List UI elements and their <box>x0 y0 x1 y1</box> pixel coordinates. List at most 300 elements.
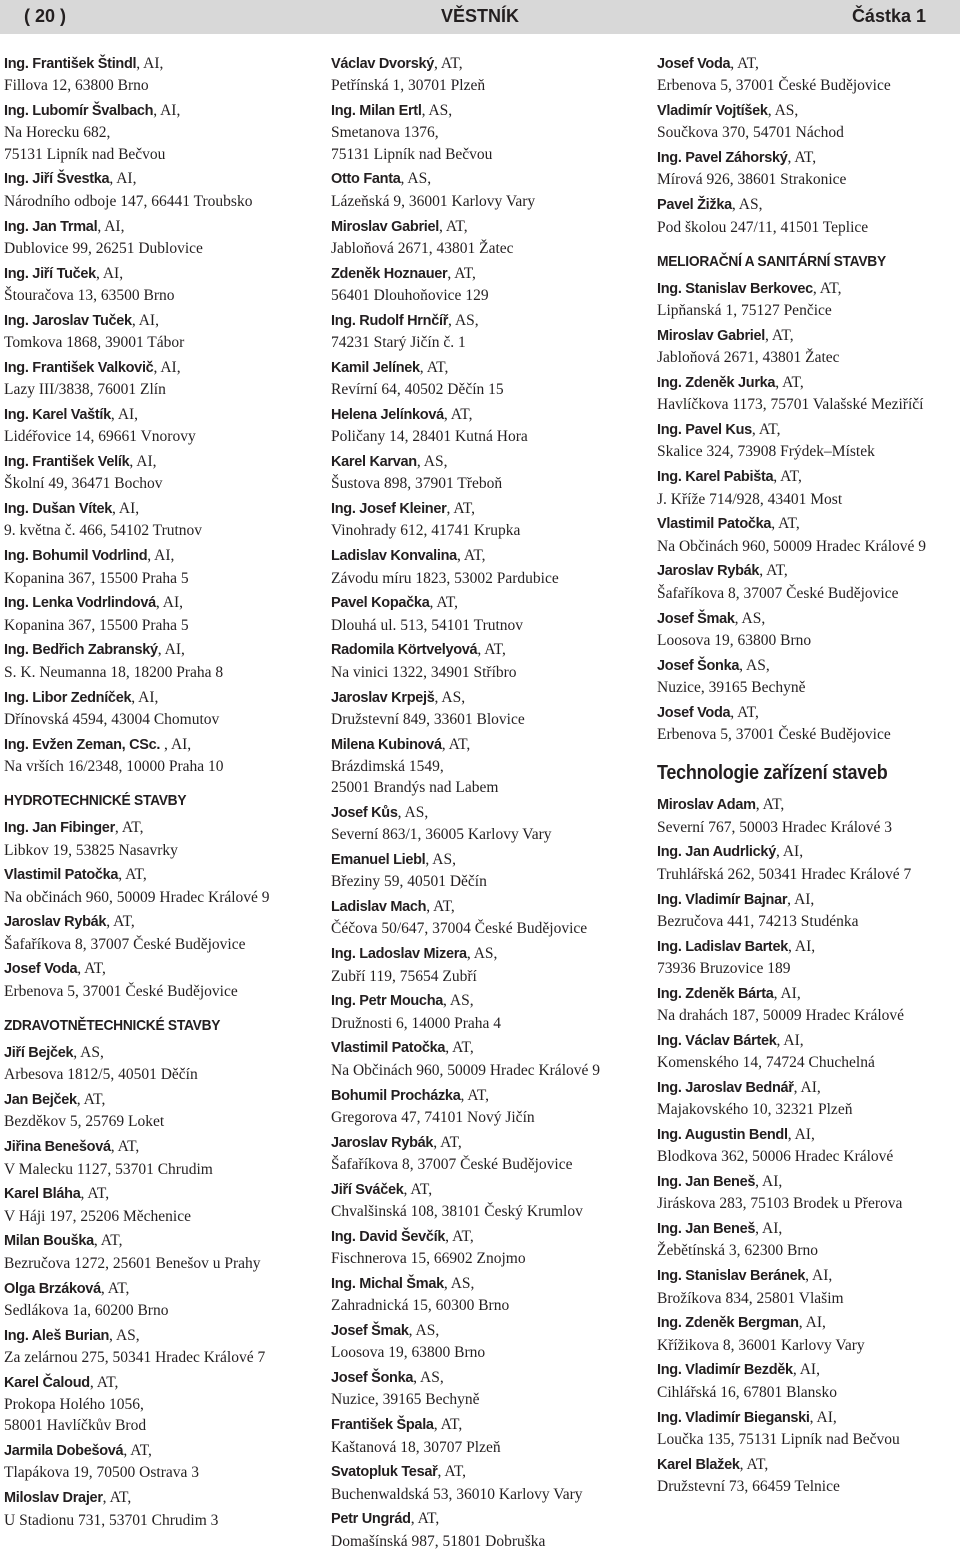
directory-entry <box>657 1030 957 1074</box>
directory-entry <box>657 1359 957 1403</box>
entry-name-line <box>657 1030 957 1052</box>
authorization-code: , AT, <box>80 1185 110 1203</box>
person-name: Ing. Rudolf Hrnčíř <box>331 312 449 329</box>
address-line: Fischnerova 15, 66902 Znojmo <box>331 1250 526 1268</box>
entry-name-line <box>4 1278 304 1300</box>
address-line: 75131 Lipník nad Bečvou <box>4 145 166 163</box>
authorization-code: , AI, <box>792 1361 820 1379</box>
directory-entry <box>4 1089 304 1133</box>
address-line: Bezděkov 5, 25769 Loket <box>4 1113 165 1131</box>
authorization-code: , AS, <box>397 804 429 821</box>
directory-entry <box>657 1124 957 1168</box>
address-line: Žebětínská 3, 62300 Brno <box>657 1242 819 1260</box>
person-name: Bohumil Procházka <box>331 1087 461 1104</box>
person-name: Ing. Evžen Zeman, CSc. <box>4 736 161 753</box>
authorization-code: , AI, <box>131 311 159 329</box>
address-line: Buchenwaldská 53, 36010 Karlovy Vary <box>331 1485 583 1503</box>
person-name: Ing. Zdeněk Bárta <box>657 985 774 1002</box>
entry-name-line <box>331 100 636 122</box>
person-name: Ing. Lubomír Švalbach <box>4 103 154 120</box>
person-name: Ing. Jan Beneš <box>657 1221 756 1238</box>
directory-entry <box>331 849 636 893</box>
entry-name-line <box>331 896 636 918</box>
directory-entry <box>4 168 304 212</box>
person-name: Josef Šonka <box>331 1370 414 1387</box>
address-line: Smetanova 1376, <box>331 124 439 142</box>
authorization-code: , AT, <box>445 1039 474 1057</box>
directory-entry <box>4 734 304 778</box>
directory-entry <box>331 1132 636 1176</box>
person-name: Kamil Jelínek <box>331 359 420 376</box>
address-line: Loučka 135, 75131 Lipník nad Bečvou <box>657 1430 900 1448</box>
person-name: Petr Ungrád <box>331 1511 411 1528</box>
address-line: Brožíkova 834, 25801 Vlašim <box>657 1289 844 1307</box>
address-line: Truhlářská 262, 50341 Hradec Králové 7 <box>657 865 912 883</box>
directory-entry <box>4 639 304 683</box>
directory-entry <box>4 498 304 542</box>
authorization-code: , AS, <box>734 609 766 627</box>
address-line: 74231 Starý Jičín č. 1 <box>331 334 466 352</box>
entry-name-line <box>657 147 957 169</box>
person-name: Olga Brzáková <box>4 1280 101 1297</box>
directory-entry <box>331 1320 636 1364</box>
person-name: Ing. Dušan Vítek <box>4 501 112 518</box>
address-line: Severní 863/1, 36005 Karlovy Vary <box>331 826 552 844</box>
authorization-code: , AT, <box>433 1133 462 1151</box>
address-line: 58001 Havlíčkův Brod <box>4 1417 147 1435</box>
authorization-code: , AI, <box>153 358 181 376</box>
authorization-code: , AS, <box>400 170 432 188</box>
entry-name-line <box>331 802 636 824</box>
address-line: Na Horecku 682, <box>4 124 111 142</box>
entry-name-line <box>4 168 304 190</box>
address-line: Havlíčkova 1173, 75701 Valašské Meziříčí <box>657 396 924 414</box>
address-line: Gregorova 47, 74101 Nový Jičín <box>331 1108 535 1126</box>
column-3 <box>657 53 957 1501</box>
address-line: Šafaříkova 8, 37007 České Budějovice <box>657 584 899 602</box>
entry-name-line <box>331 1320 636 1342</box>
authorization-code: , AS, <box>448 311 479 329</box>
address-line: Skalice 324, 73908 Frýdek–Místek <box>657 443 875 461</box>
entry-name-line <box>657 560 957 582</box>
directory-entry <box>4 100 304 165</box>
directory-entry <box>331 216 636 260</box>
person-name: Ing. Lenka Vodrlindová <box>4 595 156 612</box>
authorization-code: , AT, <box>93 1232 123 1250</box>
entry-name-line <box>657 1171 957 1193</box>
person-name: Josef Voda <box>657 56 731 72</box>
address-line: Arbesova 1812/5, 40501 Děčín <box>4 1066 198 1084</box>
entry-name-line <box>657 194 957 216</box>
person-name: Ing. František Štindl <box>4 56 137 72</box>
address-line: Lidéřovice 14, 69661 Vnorovy <box>4 428 196 446</box>
person-name: Vladimír Vojtíšek <box>657 103 768 120</box>
entry-name-line <box>657 889 957 911</box>
directory-entry <box>657 325 957 369</box>
section-heading: Technologie zařízení staveb <box>657 762 888 785</box>
directory-entry <box>4 1325 304 1369</box>
address-line: Dublovice 99, 26251 Dublovice <box>4 239 203 257</box>
directory-entry <box>331 1037 636 1081</box>
directory-entry <box>657 513 957 557</box>
entry-name-line <box>331 1461 636 1483</box>
authorization-code: , AS, <box>739 656 770 674</box>
address-line: Na občinách 960, 50009 Hradec Králové 9 <box>4 888 270 906</box>
person-name: Ladislav Mach <box>331 899 427 916</box>
directory-entry <box>331 357 636 401</box>
person-name: Svatopluk Tesař <box>331 1464 438 1481</box>
person-name: Jiřina Benešová <box>4 1139 111 1156</box>
entry-name-line <box>4 958 304 980</box>
address-line: Na Občinách 960, 50009 Hradec Králové 9 <box>331 1061 601 1079</box>
authorization-code: , AT, <box>114 819 144 837</box>
entry-name-line <box>331 734 636 756</box>
directory-entry <box>4 1230 304 1274</box>
address-line: Družstevní 73, 66459 Telnice <box>657 1477 840 1495</box>
directory-entry <box>657 1218 957 1262</box>
directory-entry <box>4 1278 304 1322</box>
entry-name-line <box>331 1367 636 1389</box>
entry-name-line <box>4 216 304 238</box>
authorization-code: , AT, <box>456 547 486 565</box>
authorization-code: , AT, <box>755 796 785 814</box>
address-line: Školní 49, 36471 Bochov <box>4 475 163 493</box>
authorization-code: , AS, <box>421 102 453 120</box>
person-name: Ing. František Velík <box>4 454 130 471</box>
address-line: Poličany 14, 28401 Kutná Hora <box>331 428 528 446</box>
person-name: Josef Voda <box>657 704 731 721</box>
person-name: Ing. Pavel Záhorský <box>657 150 788 167</box>
address-line: Lázeňská 9, 36001 Karlovy Vary <box>331 192 536 210</box>
authorization-code: , AT, <box>123 1442 152 1460</box>
entry-name-line <box>657 466 957 488</box>
address-line: Severní 767, 50003 Hradec Králové 3 <box>657 818 893 836</box>
directory-entry <box>4 216 304 260</box>
directory-entry <box>331 1508 636 1552</box>
directory-entry <box>331 545 636 589</box>
person-name: Ing. František Valkovič <box>4 359 154 376</box>
entry-name-line <box>657 372 957 394</box>
entry-name-line <box>657 325 957 347</box>
authorization-code: , AT, <box>106 913 135 931</box>
directory-entry <box>657 983 957 1027</box>
authorization-code: , AI, <box>153 102 181 120</box>
directory-entry <box>331 990 636 1034</box>
entry-name-line <box>657 936 957 958</box>
address-line: Loosova 19, 63800 Brno <box>657 631 812 649</box>
issue-part: Částka 1 <box>851 6 926 26</box>
person-name: Pavel Žižka <box>657 197 732 214</box>
authorization-code: , AS, <box>416 453 448 471</box>
address-line: Cihlářská 16, 67801 Blansko <box>657 1383 837 1401</box>
entry-name-line <box>331 1273 636 1295</box>
address-line: V Malecku 1127, 53701 Chrudim <box>4 1160 213 1178</box>
authorization-code: , AI, <box>157 641 185 659</box>
person-name: Ing. Michal Šmak <box>331 1275 444 1292</box>
person-name: Ing. Jiří Tuček <box>4 265 96 282</box>
authorization-code: , AS, <box>413 1369 444 1387</box>
person-name: Josef Kůs <box>331 805 398 821</box>
address-line: Šafaříkova 8, 37007 České Budějovice <box>331 1155 573 1173</box>
address-line: Březiny 59, 40501 Děčín <box>331 873 487 891</box>
authorization-code: , AI, <box>798 1314 826 1332</box>
authorization-code: , AI, <box>773 984 801 1002</box>
person-name: Ing. Pavel Kus <box>657 422 752 439</box>
authorization-code: , AS, <box>443 1274 475 1292</box>
person-name: Ing. Aleš Burian <box>4 1327 110 1344</box>
entry-name-line <box>331 357 636 379</box>
authorization-code: , AT, <box>443 405 473 423</box>
directory-entry <box>657 53 957 97</box>
entry-name-line <box>4 1230 304 1252</box>
column-2 <box>331 53 636 1556</box>
authorization-code: , AT, <box>100 1279 130 1297</box>
entry-name-line <box>331 404 636 426</box>
authorization-code: , AT, <box>89 1373 119 1391</box>
entry-name-line <box>4 263 304 285</box>
authorization-code: , AT, <box>477 641 506 659</box>
directory-entry <box>331 639 636 683</box>
authorization-code: , AT, <box>426 898 455 916</box>
authorization-code: , AT, <box>419 358 449 376</box>
entry-name-line <box>4 1440 304 1462</box>
entry-name-line <box>331 1085 636 1107</box>
entry-name-line <box>657 53 957 75</box>
authorization-code: , AI, <box>787 890 815 908</box>
person-name: Ladislav Konvalina <box>331 548 457 565</box>
directory-entry <box>331 451 636 495</box>
person-name: Miroslav Adam <box>657 797 756 814</box>
directory-entry <box>657 1265 957 1309</box>
directory-entry <box>331 1461 636 1505</box>
address-line: S. K. Neumanna 18, 18200 Praha 8 <box>4 663 224 681</box>
page-number: ( 20 ) <box>24 6 67 26</box>
authorization-code: , AT, <box>787 149 817 167</box>
directory-entry <box>4 1487 304 1531</box>
person-name: Karel Bláha <box>4 1186 81 1203</box>
directory-entry <box>657 147 957 191</box>
address-line: 56401 Dlouhoňovice 129 <box>331 286 489 304</box>
person-name: Ing. Zdeněk Jurka <box>657 375 776 392</box>
entry-name-line <box>657 1077 957 1099</box>
entry-name-line <box>657 1312 957 1334</box>
entry-name-line <box>331 498 636 520</box>
authorization-code: , AI, <box>755 1220 783 1238</box>
authorization-code: , AS, <box>408 1322 440 1340</box>
authorization-code: , AT, <box>812 279 842 297</box>
address-line: Lipňanská 1, 75127 Penčice <box>657 302 832 320</box>
entry-name-line <box>4 1042 304 1064</box>
authorization-code: , AI, <box>787 1125 815 1143</box>
directory-entry <box>331 1179 636 1223</box>
address-line: Loosova 19, 63800 Brno <box>331 1344 486 1362</box>
directory-entry <box>657 194 957 238</box>
entry-name-line <box>4 498 304 520</box>
person-name: Ing. Bohumil Vodrlind <box>4 548 148 565</box>
authorization-code: , AI, <box>97 217 125 235</box>
authorization-code: , AT, <box>773 468 802 486</box>
authorization-code: , AT, <box>437 1463 467 1481</box>
directory-entry <box>331 1226 636 1270</box>
person-name: Helena Jelínková <box>331 406 444 423</box>
directory-entry <box>657 100 957 144</box>
person-name: Karel Blažek <box>657 1456 740 1473</box>
directory-entry <box>4 1042 304 1086</box>
directory-entry <box>657 1407 957 1451</box>
address-line: Zubří 119, 75654 Zubří <box>331 967 477 985</box>
authorization-code: , AT, <box>445 1227 474 1245</box>
authorization-code: , AT, <box>446 500 476 518</box>
address-line: Čéčova 50/647, 37004 České Budějovice <box>331 920 588 938</box>
person-name: Ing. Karel Vaštík <box>4 406 111 423</box>
address-line: Jabloňová 2671, 43801 Žatec <box>331 239 514 257</box>
address-line: Součkova 370, 54701 Náchod <box>657 124 844 142</box>
authorization-code: , AI, <box>776 1031 804 1049</box>
entry-name-line <box>4 687 304 709</box>
entry-name-line <box>331 545 636 567</box>
directory-entry <box>331 592 636 636</box>
address-line: Majakovského 10, 32321 Plzeň <box>657 1101 853 1119</box>
entry-name-line <box>657 655 957 677</box>
entry-name-line <box>4 451 304 473</box>
authorization-code: , AS, <box>434 688 466 706</box>
directory-entry <box>4 687 304 731</box>
person-name: Josef Voda <box>4 961 78 978</box>
address-line: Revírní 64, 40502 Děčín 15 <box>331 381 504 399</box>
authorization-code: , AI, <box>147 547 175 565</box>
person-name: Jiří Bejček <box>4 1045 74 1062</box>
address-line: Domašínská 987, 51801 Dobruška <box>331 1532 546 1550</box>
authorization-code: , AT, <box>765 326 794 344</box>
entry-name-line <box>4 1183 304 1205</box>
person-name: Emanuel Liebl <box>331 852 426 869</box>
address-line: Na vrších 16/2348, 10000 Praha 10 <box>4 757 224 775</box>
journal-title: VĚSTNÍK <box>440 6 519 26</box>
entry-name-line <box>331 990 636 1012</box>
person-name: Ing. Jan Audrlický <box>657 844 776 861</box>
address-line: Erbenova 5, 37001 České Budějovice <box>657 726 891 744</box>
entry-name-line <box>4 310 304 332</box>
entry-name-line <box>657 1218 957 1240</box>
directory-entry <box>4 53 304 97</box>
entry-name-line <box>657 1124 957 1146</box>
directory-entry <box>657 1312 957 1356</box>
section-heading: MELIORAČNÍ A SANITÁRNÍ STAVBY <box>657 252 886 270</box>
authorization-code: , AT, <box>429 594 459 612</box>
person-name: Miloslav Drajer <box>4 1490 103 1507</box>
person-name: Josef Šmak <box>657 610 735 627</box>
person-name: Jaroslav Rybák <box>657 563 760 580</box>
directory-entry <box>657 419 957 463</box>
entry-name-line <box>657 983 957 1005</box>
directory-entry <box>331 1273 636 1317</box>
person-name: Ing. Jan Trmal <box>4 218 98 235</box>
entry-name-line <box>331 310 636 332</box>
directory-entry <box>657 278 957 322</box>
authorization-code: , AT, <box>441 735 471 753</box>
entry-name-line <box>4 734 304 756</box>
entry-name-line <box>657 1265 957 1287</box>
authorization-code: , AT, <box>739 1455 769 1473</box>
directory-entry <box>657 1077 957 1121</box>
authorization-code: , AS, <box>466 945 498 963</box>
entry-name-line <box>331 168 636 190</box>
entry-name-line <box>4 1136 304 1158</box>
address-line: Šafaříkova 8, 37007 České Budějovice <box>4 935 246 953</box>
person-name: Josef Šmak <box>331 1323 409 1340</box>
directory-entry <box>4 310 304 354</box>
column-1 <box>4 53 304 1534</box>
entry-name-line <box>331 451 636 473</box>
authorization-code: , AS, <box>73 1044 104 1062</box>
entry-name-line <box>4 864 304 886</box>
person-name: Vlastimil Patočka <box>657 516 772 533</box>
entry-name-line <box>4 592 304 614</box>
entry-name-line <box>4 53 304 75</box>
address-line: J. Kříže 714/928, 43401 Most <box>657 490 843 508</box>
address-line: Kopanina 367, 15500 Praha 5 <box>4 616 189 634</box>
person-name: Ing. Jan Fibinger <box>4 820 115 837</box>
person-name: Pavel Kopačka <box>331 595 430 612</box>
person-name: Ing. Ladoslav Mizera <box>331 946 467 963</box>
authorization-code: , AT, <box>77 960 106 978</box>
directory-entry <box>331 100 636 165</box>
authorization-code: , AT, <box>775 374 804 392</box>
authorization-code: , AI, <box>112 500 140 518</box>
directory-entry <box>4 1372 304 1437</box>
entry-name-line <box>4 639 304 661</box>
directory-entry <box>4 592 304 636</box>
person-name: Jaroslav Rybák <box>331 1134 434 1151</box>
address-line: V Háji 197, 25206 Měchenice <box>4 1207 191 1225</box>
entry-name-line <box>331 1132 636 1154</box>
address-line: Nuzice, 39165 Bechyně <box>331 1391 480 1409</box>
page-header <box>0 0 960 34</box>
person-name: Ing. David Ševčík <box>331 1228 446 1245</box>
person-name: Miroslav Gabriel <box>657 327 766 344</box>
address-line: Jiráskova 283, 75103 Brodek u Přerova <box>657 1195 903 1213</box>
person-name: Ing. Petr Moucha <box>331 993 444 1010</box>
directory-entry <box>331 498 636 542</box>
authorization-code: , AT, <box>403 1180 433 1198</box>
directory-entry <box>4 958 304 1002</box>
address-line: Družnosti 6, 14000 Praha 4 <box>331 1014 502 1032</box>
address-line: Erbenova 5, 37001 České Budějovice <box>657 77 891 95</box>
authorization-code: , AT, <box>447 264 476 282</box>
person-name: Ing. Bedřich Zabranský <box>4 642 158 659</box>
entry-name-line <box>331 1414 636 1436</box>
entry-name-line <box>657 100 957 122</box>
directory-entry <box>657 936 957 980</box>
address-line: Bezručova 441, 74213 Studénka <box>657 912 859 930</box>
person-name: Ing. Jiří Švestka <box>4 171 110 188</box>
entry-name-line <box>4 404 304 426</box>
person-name: Ing. Vladimír Bajnar <box>657 891 788 908</box>
entry-name-line <box>4 911 304 933</box>
directory-entry <box>331 896 636 940</box>
person-name: Ing. Augustin Bendl <box>657 1126 788 1143</box>
entry-name-line <box>331 1226 636 1248</box>
entry-name-line <box>657 702 957 724</box>
authorization-code: , AS, <box>109 1326 140 1344</box>
directory-entry <box>657 1454 957 1498</box>
address-line: 25001 Brandýs nad Labem <box>331 779 499 797</box>
person-name: Zdeněk Hoznauer <box>331 265 448 282</box>
person-name: Ing. Vladimír Bezděk <box>657 1362 793 1379</box>
directory-entry <box>657 655 957 699</box>
directory-entry <box>4 864 304 908</box>
entry-name-line <box>331 1508 636 1530</box>
